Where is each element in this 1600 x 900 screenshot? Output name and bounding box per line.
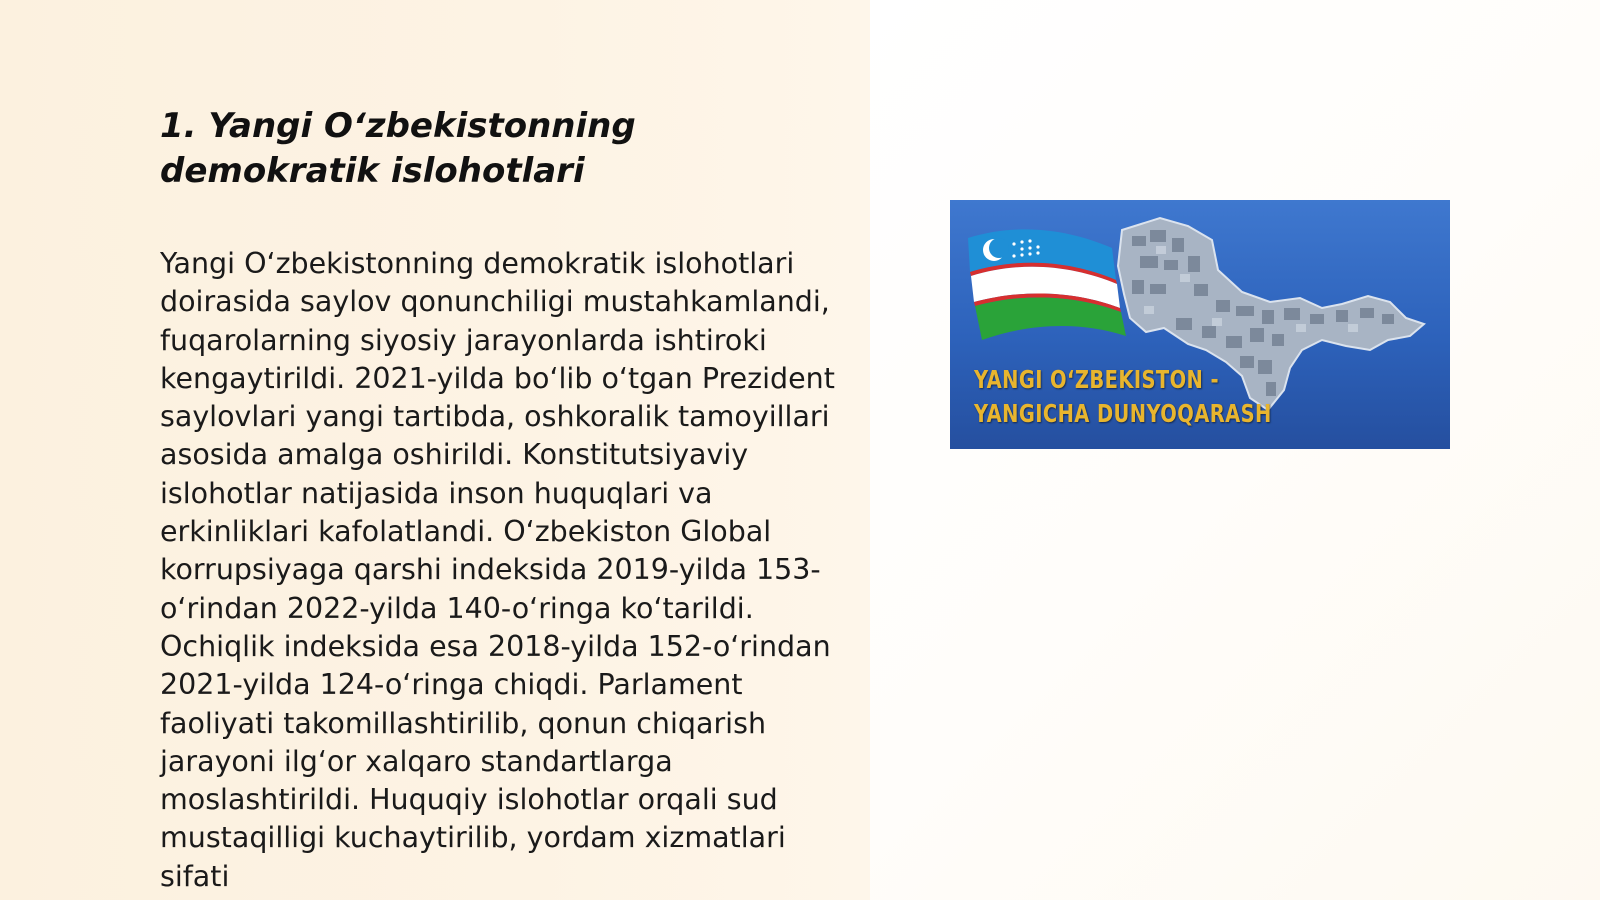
slide-body-text: Yangi O‘zbekistonning demokratik islohotlari doirasida saylov qonunchiligi mustahkamlandi, fuqarolarning siyosiy jarayonlarda ishtiroki kengaytirildi. 2021-yilda bo‘lib o‘tgan Prezident saylovlari yangi tartibda, oshkoralik tamoyillari asosida amalga oshirildi. Konstitutsiyaviy islohotlar natijasida inson huquqlari va erkinliklari kafolatlandi. O‘zbekiston Global korrupsiyaga qarshi indeksida 2019-yilda 153-o‘rindan 2022-yilda 140-o‘ringa ko‘tarildi. Ochiqlik indeksida esa 2018-yilda 152-o‘rindan 2021-yilda 124-o‘ringa chiqdi. Parlament faoliyati takomillashtirilib, qonun chiqarish jarayoni ilg‘or xalqaro standartlarga moslashtirildi. Huquqiy islohotlar orqali sud mustaqilligi kuchaytirilib, yordam xizmatlari sifati (160, 247, 835, 893)
right-image-panel (870, 0, 1600, 900)
banner-caption (974, 363, 1272, 431)
slide-title: 1. Yangi O‘zbekistonning demokratik islohotlari (160, 106, 636, 191)
banner-caption-line-2: YANGICHA DUNYOQARASH (974, 399, 1272, 428)
uzbek-flag-icon (968, 229, 1126, 340)
banner-caption-line-1: YANGI O‘ZBEKISTON - (974, 365, 1219, 394)
banner-image (950, 200, 1450, 449)
